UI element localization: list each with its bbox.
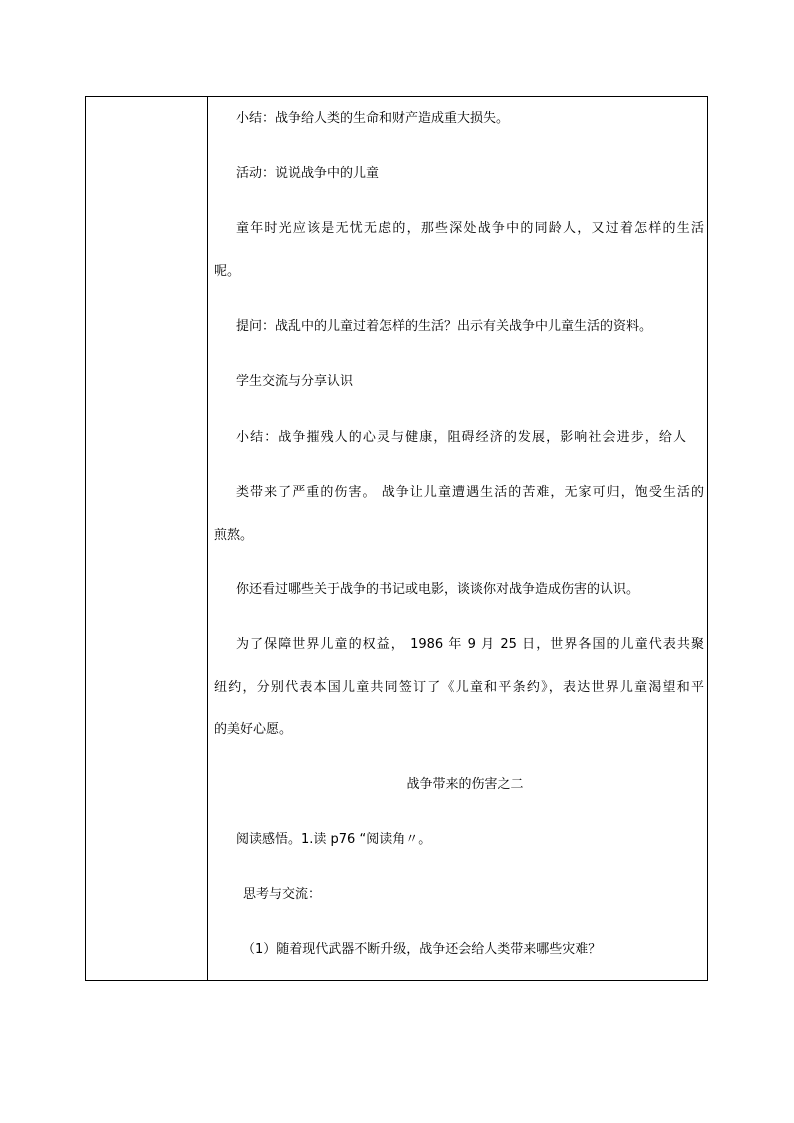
summary-2-line-2: 类带来了严重的伤害。 战争让儿童遭遇生活的苦难，无家可归，饱受生活的: [236, 485, 704, 500]
summary-2-line-1: 小结：战争摧残人的心灵与健康，阻碍经济的发展，影响社会进步，给人: [236, 430, 686, 445]
treaty-line-1: 为了保障世界儿童的权益， 1986 年 9 月 25 日，世界各国的儿童代表共聚: [236, 637, 704, 652]
column-divider: [207, 97, 208, 980]
reading-question-line: 你还看过哪些关于战争的书记或电影，谈谈你对战争造成伤害的认识。: [236, 582, 640, 597]
think-and-discuss-line: 思考与交流：: [243, 887, 322, 902]
section-heading: 战争带来的伤害之二: [406, 777, 524, 792]
question-line: 提问：战乱中的儿童过着怎样的生活？出示有关战争中儿童生活的资料。: [236, 319, 653, 334]
paragraph-childhood-line-2: 呢。: [214, 264, 241, 279]
treaty-line-3: 的美好心愿。: [214, 722, 293, 737]
discussion-question-1: （1）随着现代武器不断升级，战争还会给人类带来哪些灾难？: [242, 942, 602, 957]
summary-line-1: 小结：战争给人类的生命和财产造成重大损失。: [236, 111, 510, 126]
treaty-line-2: 纽约，分别代表本国儿童共同签订了《儿童和平条约》，表达世界儿童渴望和平: [214, 680, 704, 695]
reading-insight-line: 阅读感悟。1.读 p76 “阅读角〃。: [236, 832, 432, 847]
student-exchange-line: 学生交流与分享认识: [236, 374, 354, 389]
summary-2-line-3: 煎熬。: [214, 528, 254, 543]
paragraph-childhood-line-1: 童年时光应该是无忧无虑的，那些深处战争中的同龄人，又过着怎样的生活: [236, 221, 704, 236]
activity-title: 活动：说说战争中的儿童: [236, 166, 380, 181]
